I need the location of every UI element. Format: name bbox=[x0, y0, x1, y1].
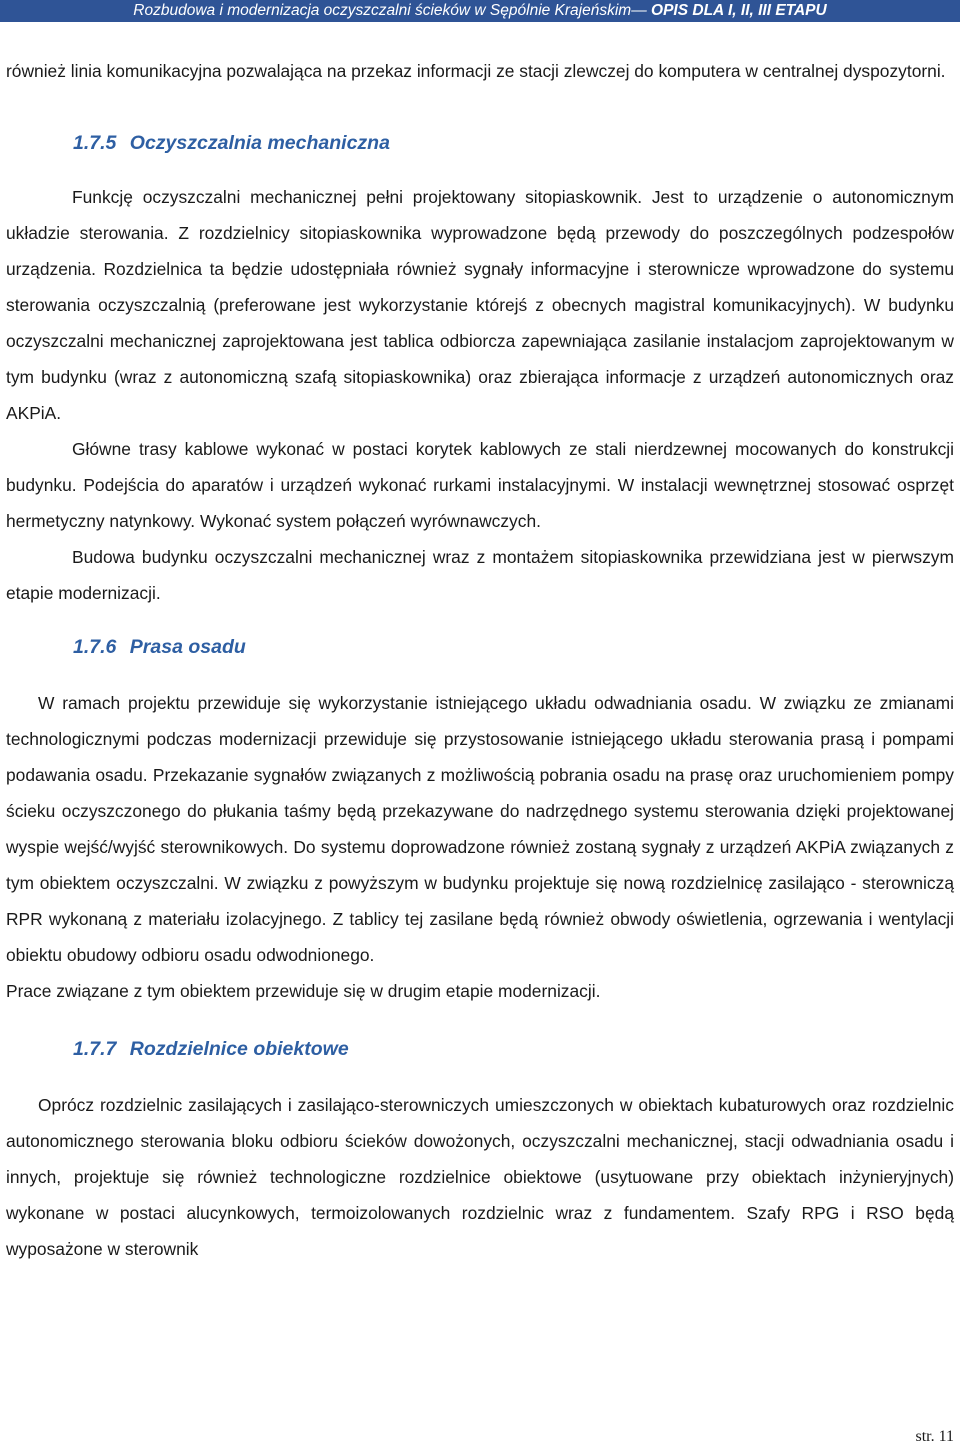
paragraph: Prace związane z tym obiektem przewiduje się w drugim etapie modernizacji. bbox=[6, 981, 601, 1001]
page-header: Rozbudowa i modernizacja oczyszczalni ścieków w Sępólnie Krajeńskim— OPIS DLA I, II, III ETAPU bbox=[0, 0, 960, 22]
paragraph: W ramach projektu przewiduje się wykorzystanie istniejącego układu odwadniania osadu. W związku ze zmianami technologicznymi podczas modernizacji przewiduje się przystosowanie istniejącego układu sterowania prasą i pompami podawania osadu. Przekazanie sygnałów związanych z możliwością pobrania osadu na prasę oraz uruchomieniem pompy ścieku oczyszczonego do płukania taśmy będą przekazywane do nadrzędnego systemu sterowania dzięki projektowanej wyspie wejść/wyjść sterownikowych. Do systemu doprowadzone również zostaną sygnały z urządzeń AKPiA związanych z tym obiektem oczyszczalni. W związku z powyższym w budynku projektuje się nową rozdzielnicę zasilająco - sterowniczą RPR wykonaną z materiału izolacyjnego. Z tablicy tej zasilane będą również obwody oświetlenia, ogrzewania i wentylacji obiektu obudowy odbioru osadu odwodnionego. bbox=[6, 693, 954, 965]
section-title: Rozdzielnice obiektowe bbox=[129, 1038, 349, 1060]
section-title: Prasa osadu bbox=[129, 636, 246, 658]
paragraph: Główne trasy kablowe wykonać w postaci korytek kablowych ze stali nierdzewnej mocowanych do konstrukcji budynku. Podejścia do aparatów i urządzeń wykonać rurkami instalacyjnymi. W instalacji wewnętrznej stosować osprzęt hermetyczny natynkowy. Wykonać system połączeń wyrównawczych. bbox=[6, 439, 954, 531]
section-title: Oczyszczalnia mechaniczna bbox=[129, 132, 390, 154]
document-body bbox=[6, 53, 954, 1267]
section-heading-1-7-7 bbox=[6, 1031, 954, 1067]
paragraph: Budowa budynku oczyszczalni mechanicznej wraz z montażem sitopiaskownika przewidziana jest w pierwszym etapie modernizacji. bbox=[6, 547, 954, 603]
header-subtitle: OPIS DLA I, II, III ETAPU bbox=[651, 2, 827, 19]
section-heading-1-7-6 bbox=[6, 629, 954, 665]
page-number: str. 11 bbox=[915, 1428, 954, 1445]
section-number: 1.7.7 bbox=[73, 1038, 117, 1060]
header-title: Rozbudowa i modernizacja oczyszczalni ścieków w Sępólnie Krajeńskim bbox=[133, 2, 632, 19]
paragraph: Funkcję oczyszczalni mechanicznej pełni projektowany sitopiaskownik. Jest to urządzenie o autonomicznym układzie sterowania. Z rozdzielnicy sitopiaskownika wyprowadzone będą przewody do poszczególnych podzespołów urządzenia. Rozdzielnica ta będzie udostępniała również sygnały informacyjne i sterownicze wprowadzone do systemu sterowania oczyszczalnią (preferowane jest wykorzystanie którejś z obecnych magistral komunikacyjnych). W budynku oczyszczalni mechanicznej zaprojektowana jest tablica odbiorcza zapewniająca zasilanie instalacjom zaprojektowanym w tym budynku (wraz z autonomiczną szafą sitopiaskownika) oraz zbierająca informacje z urządzeń autonomicznych oraz AKPiA. bbox=[6, 187, 954, 423]
section-number: 1.7.5 bbox=[73, 132, 117, 154]
section-number: 1.7.6 bbox=[73, 636, 117, 658]
paragraph: również linia komunikacyjna pozwalająca na przekaz informacji ze stacji zlewczej do komputera w centralnej dyspozytorni. bbox=[6, 61, 946, 81]
paragraph: Oprócz rozdzielnic zasilających i zasilająco-sterowniczych umieszczonych w obiektach kubaturowych oraz rozdzielnic autonomicznego sterowania bloku odbioru ścieków dowożonych, oczyszczalni mechanicznej, stacji odwadniania osadu i innych, projektuje się również technologiczne rozdzielnice obiektowe (usytuowane przy obiektach inżynieryjnych) wykonane w postaci alucynkowych, termoizolowanych rozdzielnic wraz z fundamentem. Szafy RPG i RSO będą wyposażone w sterownik bbox=[6, 1095, 954, 1259]
section-heading-1-7-5 bbox=[6, 125, 954, 161]
